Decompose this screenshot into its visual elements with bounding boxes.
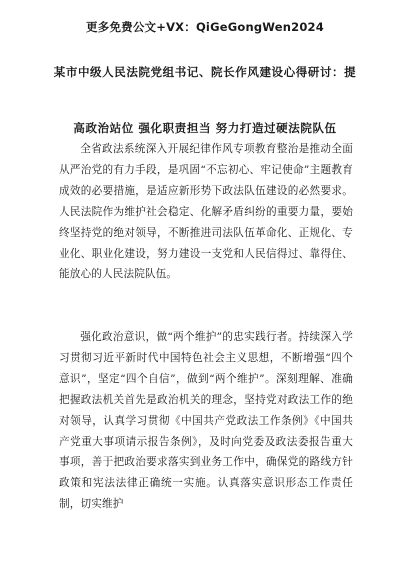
- document-body-2: [59, 327, 353, 515]
- document-body-1: [59, 139, 353, 285]
- paragraph: 全省政法系统深入开展纪律作风专项教育整治是推动全面从严治党的有力手段，是巩固“不忘初心、牢记使命”主题教育成效的必要措施，是适应新形势下政法队伍建设的必然要求。人民法院作为维护社会稳定、化解矛盾纠纷的重要力量，要始终坚持党的绝对领导，不断推进司法队伍革命化、正规化、专业化、职业化建设，努力建设一支党和人民信得过、靠得住、能放心的人民法院队伍。: [59, 143, 353, 281]
- paragraph: 强化政治意识，做“两个维护”的忠实践行者。持续深入学习贯彻习近平新时代中国特色社会主义思想，不断增强“四个意识”，坚定“四个自信”，做到“两个维护”。深刻理解、准确把握政法机关首先是政治机关的理念，坚持党对政法工作的绝对领导，认真学习贯彻《中国共产党政法工作条例》《中国共产党重大事项请示报告条例》，及时向党委及政法委报告重大事项，善于把政治要求落实到业务工作中，确保党的路线方针政策和宪法法律正确统一实施。认真落实意识形态工作责任制，切实维护: [59, 331, 353, 511]
- document-title-line-2: 高政治站位 强化职责担当 努力打造过硬法院队伍: [73, 121, 337, 135]
- promo-header: 更多免费公文+VX：QiGeGongWen2024: [86, 20, 324, 34]
- document-title-line-1: 某市中级人民法院党组书记、院长作风建设心得研讨：提: [53, 65, 357, 79]
